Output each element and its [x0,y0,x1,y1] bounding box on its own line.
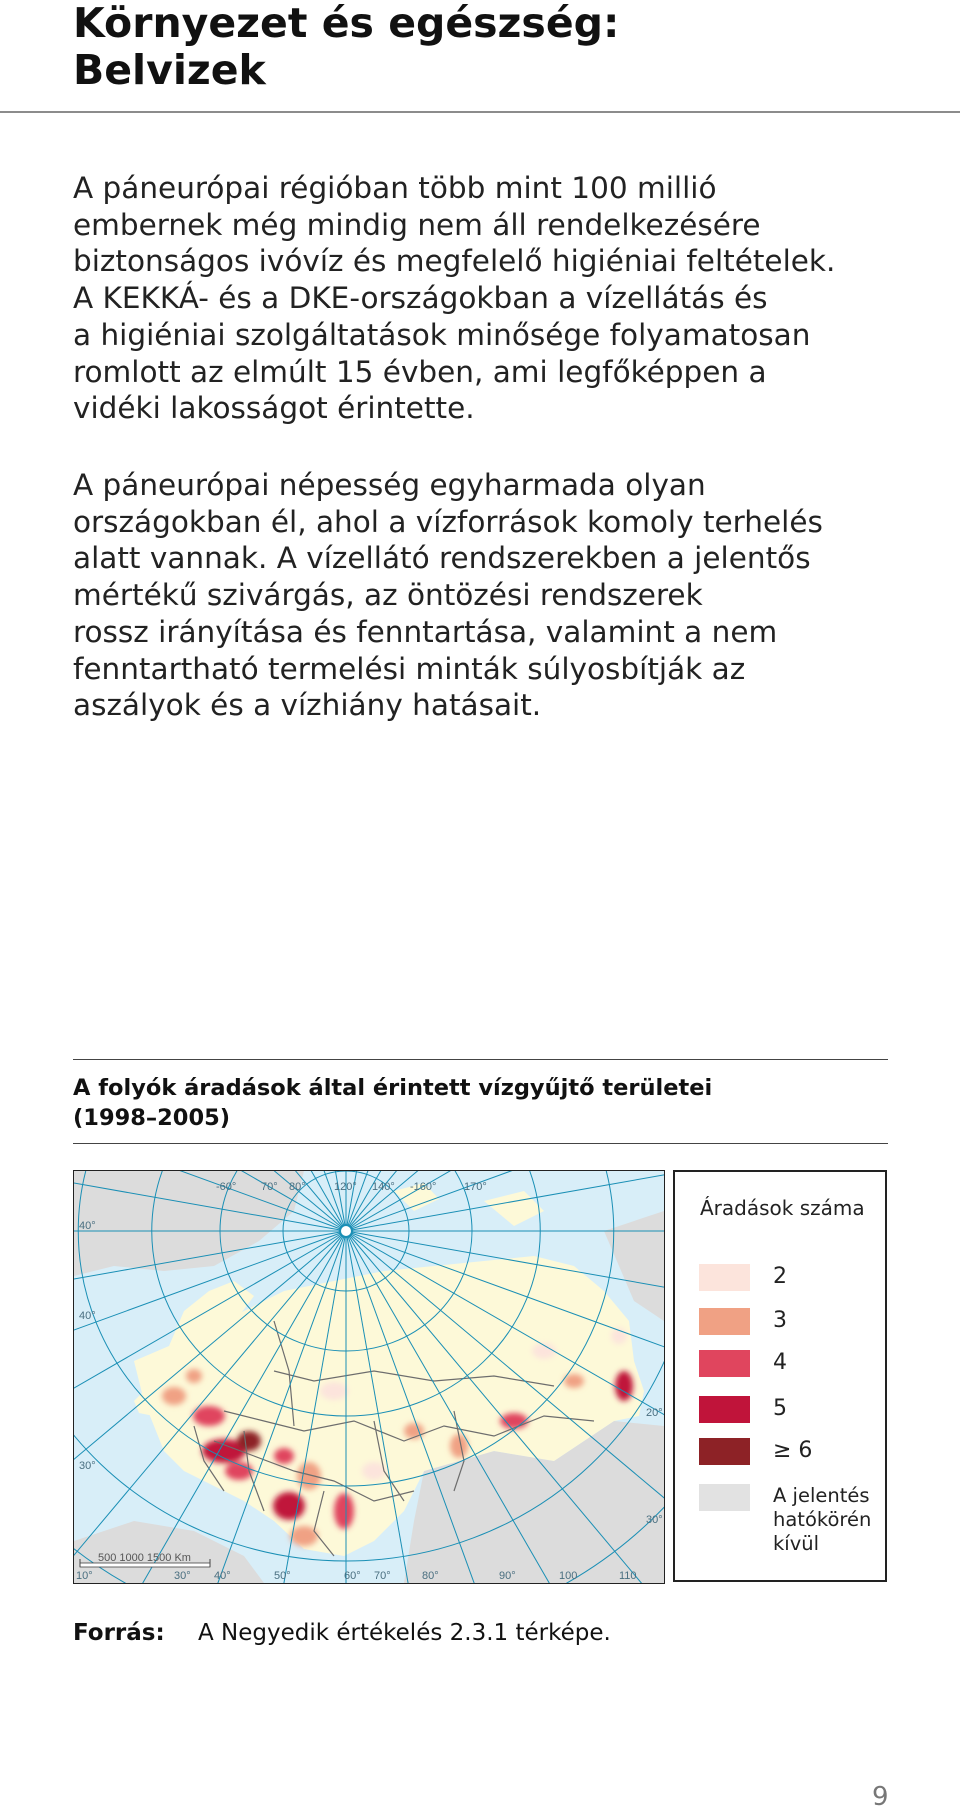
text-line: A KEKKÁ- és a DKE-országokban a vízellátás és [73,281,768,316]
meridian-label: 110 [619,1570,637,1582]
meridian-label: 70° [261,1181,278,1193]
legend-label: 3 [773,1308,787,1333]
text-line: A páneurópai régióban több mint 100 millió [73,171,717,205]
legend-label: A jelentés hatókörén kívül [773,1484,872,1555]
text-line: rossz irányítása és fenntartása, valamint a nem [73,614,778,649]
figure-top-rule [73,1059,888,1060]
scale-bar [80,1552,210,1567]
meridian-label: 140° [372,1181,395,1193]
parallel-label: 30° [646,1514,663,1526]
meridian-label: 80° [289,1181,306,1193]
meridian-label: 30° [174,1570,191,1582]
meridian-label: 100 [559,1570,578,1582]
figure-title-line: A folyók áradások által érintett vízgyűjtő területei [73,1075,713,1101]
title-divider [0,111,960,113]
source-label: Forrás: [73,1620,165,1646]
flood-map [73,1170,665,1584]
legend-label: 2 [773,1264,787,1289]
legend-swatch [699,1264,750,1291]
meridian-label: 50° [274,1570,291,1582]
paragraph-2 [73,467,903,724]
legend-label: 4 [773,1350,787,1375]
text-line: a higiéniai szolgáltatások minősége folyamatosan [73,317,811,352]
legend-swatch [699,1350,750,1377]
parallel-label: 30° [79,1460,96,1472]
text-line: A páneurópai népesség egyharmada olyan [73,468,706,502]
text-line: fenntartható termelési minták súlyosbítják az [73,651,746,686]
figure-title-rule [73,1143,888,1144]
north-pole-marker [340,1225,352,1237]
legend-swatch [699,1484,750,1511]
parallel-label: 40° [79,1220,96,1232]
meridian-label: 60° [344,1570,361,1582]
legend-title: Áradások száma [700,1196,865,1220]
scale-bar-label: 500 1000 1500 Km [98,1552,191,1564]
text-line: alatt vannak. A vízellátó rendszerekben a jelentős [73,541,811,576]
meridian-label: 70° [374,1570,391,1582]
page-title [73,0,619,94]
title-line: Környezet és egészség: [73,0,620,47]
text-line: országokban él, ahol a vízforrások komoly terhelés [73,504,823,539]
meridian-label: 80° [422,1570,439,1582]
source-text: A Negyedik értékelés 2.3.1 térképe. [198,1620,611,1646]
meridian-label: -60° [216,1181,237,1193]
meridian-label: -160° [410,1181,437,1193]
figure-title-line: (1998–2005) [73,1105,231,1131]
meridian-label: 120° [334,1181,357,1193]
map-legend [673,1170,887,1582]
meridian-label: 10° [76,1570,93,1582]
text-line: romlott az elmúlt 15 évben, ami legfőképpen a [73,354,767,389]
text-line: embernek még mindig nem áll rendelkezésére [73,207,761,242]
text-line: aszályok és a vízhiány hatásait. [73,688,542,723]
legend-label: 5 [773,1396,787,1421]
legend-label: ≥ 6 [773,1438,813,1463]
meridian-label: 40° [214,1570,231,1582]
parallel-label: 40° [79,1310,96,1322]
parallel-label: 20° [646,1407,663,1419]
meridian-label: 90° [499,1570,516,1582]
title-line: Belvizek [73,46,266,94]
legend-swatch [699,1308,750,1335]
map-graphic [74,1171,664,1583]
legend-swatch [699,1396,750,1423]
text-line: biztonságos ivóvíz és megfelelő higiéniai feltételek. [73,244,836,279]
text-line: vidéki lakosságot érintette. [73,391,475,426]
page-number: 9 [872,1782,889,1812]
paragraph-1 [73,170,903,427]
text-line: mértékű szivárgás, az öntözési rendszerek [73,578,703,613]
figure-title [73,1073,712,1133]
legend-swatch [699,1438,750,1465]
meridian-label: 170° [464,1181,487,1193]
